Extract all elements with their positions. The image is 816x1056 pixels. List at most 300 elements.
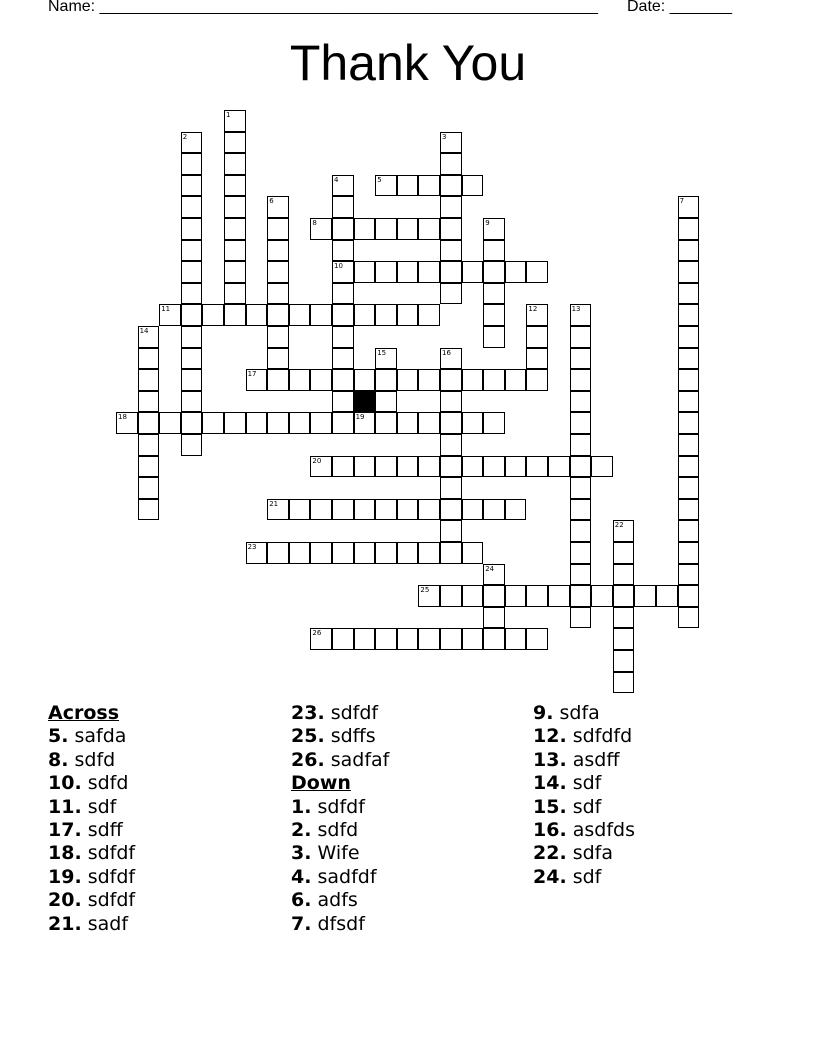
cell-number: 4 <box>334 175 339 184</box>
crossword-cell[interactable] <box>634 585 656 607</box>
crossword-cell[interactable] <box>505 261 527 283</box>
crossword-cell[interactable] <box>440 240 462 262</box>
crossword-cell[interactable] <box>289 369 311 391</box>
crossword-cell[interactable] <box>181 412 203 434</box>
crossword-cell[interactable] <box>570 326 592 348</box>
crossword-cell[interactable] <box>678 477 700 499</box>
crossword-cell[interactable] <box>440 520 462 542</box>
crossword-cell[interactable] <box>397 456 419 478</box>
cell-number: 17 <box>247 370 257 379</box>
crossword-cell[interactable] <box>375 304 397 326</box>
crossword-cell[interactable] <box>246 304 268 326</box>
crossword-cell[interactable] <box>332 348 354 370</box>
crossword-cell[interactable] <box>418 412 440 434</box>
clue-number: 16. <box>533 819 567 842</box>
clue-text: sdfdf <box>81 842 136 865</box>
crossword-cell[interactable] <box>375 218 397 240</box>
crossword-cell[interactable] <box>526 261 548 283</box>
clue-text: sdf <box>566 865 602 888</box>
cell-number: 1 <box>226 111 231 119</box>
clue-number: 18. <box>48 842 82 865</box>
crossword-cell[interactable] <box>332 326 354 348</box>
clue-number: 12. <box>533 725 567 748</box>
crossword-cell[interactable] <box>418 369 440 391</box>
crossword-cell[interactable] <box>397 412 419 434</box>
crossword-cell[interactable] <box>354 304 376 326</box>
clue-item <box>291 866 389 889</box>
crossword-cell[interactable] <box>138 456 160 478</box>
clue-text: sdf <box>81 795 117 818</box>
crossword-cell[interactable] <box>181 175 203 197</box>
crossword-cell[interactable] <box>483 240 505 262</box>
crossword-cell[interactable] <box>613 585 635 607</box>
crossword-cell[interactable] <box>570 391 592 413</box>
crossword-cell[interactable] <box>138 499 160 521</box>
date-field-label: Date: _______ <box>627 0 732 15</box>
crossword-cell[interactable] <box>591 585 613 607</box>
crossword-cell[interactable] <box>678 196 700 218</box>
crossword-cell[interactable] <box>418 304 440 326</box>
clue-text: sdf <box>566 795 602 818</box>
crossword-cell[interactable] <box>613 650 635 672</box>
crossword-cell[interactable] <box>483 412 505 434</box>
crossword-cell[interactable] <box>310 369 332 391</box>
crossword-cell[interactable] <box>246 369 268 391</box>
clue-text: sadfdf <box>311 865 377 888</box>
crossword-cell[interactable] <box>418 218 440 240</box>
crossword-cell[interactable] <box>354 218 376 240</box>
crossword-cell[interactable] <box>332 391 354 413</box>
crossword-cell[interactable] <box>483 369 505 391</box>
crossword-cell[interactable] <box>224 218 246 240</box>
cell-number: 26 <box>312 629 322 638</box>
crossword-cell[interactable] <box>116 412 138 434</box>
crossword-cell[interactable] <box>483 499 505 521</box>
crossword-cell[interactable] <box>462 261 484 283</box>
crossword-cell[interactable] <box>397 261 419 283</box>
crossword-cell[interactable] <box>224 153 246 175</box>
clue-number: 1. <box>291 795 312 818</box>
crossword-cell[interactable] <box>332 369 354 391</box>
crossword-cell[interactable] <box>310 542 332 564</box>
down-clue-list-continued <box>533 702 635 889</box>
crossword-cell[interactable] <box>678 499 700 521</box>
crossword-cell[interactable] <box>440 175 462 197</box>
crossword-cell[interactable] <box>375 175 397 197</box>
crossword-cell[interactable] <box>570 434 592 456</box>
crossword-cell[interactable] <box>440 456 462 478</box>
crossword-cell[interactable] <box>181 326 203 348</box>
cell-number: 11 <box>161 305 171 314</box>
crossword-cell[interactable] <box>505 628 527 650</box>
crossword-cell[interactable] <box>310 499 332 521</box>
cell-number: 8 <box>312 219 317 227</box>
crossword-cell[interactable] <box>570 542 592 564</box>
down-clue-list <box>291 796 389 936</box>
crossword-cell[interactable] <box>548 456 570 478</box>
crossword-cell[interactable] <box>505 585 527 607</box>
crossword-cell[interactable] <box>418 456 440 478</box>
cell-number: 6 <box>269 197 274 206</box>
crossword-cell[interactable] <box>678 434 700 456</box>
crossword-cell[interactable] <box>613 542 635 564</box>
crossword-cell[interactable] <box>678 520 700 542</box>
clue-text: sadfaf <box>324 748 390 771</box>
crossword-cell[interactable] <box>138 369 160 391</box>
crossword-cell[interactable] <box>613 564 635 586</box>
crossword-cell[interactable] <box>591 456 613 478</box>
cell-number: 12 <box>528 305 538 314</box>
crossword-cell[interactable] <box>267 196 289 218</box>
crossword-cell[interactable] <box>375 542 397 564</box>
crossword-cell[interactable] <box>224 175 246 197</box>
crossword-cell[interactable] <box>224 132 246 154</box>
crossword-cell[interactable] <box>440 542 462 564</box>
crossword-cell[interactable] <box>462 175 484 197</box>
crossword-cell[interactable] <box>418 585 440 607</box>
crossword-cell[interactable] <box>181 261 203 283</box>
crossword-cell[interactable] <box>483 283 505 305</box>
crossword-cell[interactable] <box>678 283 700 305</box>
clue-number: 6. <box>291 889 312 912</box>
crossword-cell[interactable] <box>548 585 570 607</box>
clue-text: sdfdf <box>81 889 136 912</box>
crossword-cell[interactable] <box>678 542 700 564</box>
crossword-cell[interactable] <box>138 434 160 456</box>
crossword-cell[interactable] <box>289 412 311 434</box>
crossword-cell[interactable] <box>181 391 203 413</box>
crossword-cell[interactable] <box>354 542 376 564</box>
crossword-cell[interactable] <box>678 369 700 391</box>
clue-item <box>291 702 389 725</box>
crossword-cell[interactable] <box>678 412 700 434</box>
clue-number: 11. <box>48 795 82 818</box>
crossword-cell[interactable] <box>397 304 419 326</box>
crossword-cell[interactable] <box>418 261 440 283</box>
crossword-cell[interactable] <box>678 304 700 326</box>
cell-number: 15 <box>377 348 387 357</box>
crossword-cell[interactable] <box>570 304 592 326</box>
crossword-cell[interactable] <box>181 240 203 262</box>
crossword-cell[interactable] <box>354 412 376 434</box>
crossword-cell[interactable] <box>267 542 289 564</box>
crossword-cell[interactable] <box>526 456 548 478</box>
crossword-cell[interactable] <box>462 499 484 521</box>
crossword-cell[interactable] <box>181 434 203 456</box>
crossword-cell[interactable] <box>526 304 548 326</box>
crossword-cell[interactable] <box>375 348 397 370</box>
crossword-cell[interactable] <box>310 412 332 434</box>
crossword-cell[interactable] <box>310 218 332 240</box>
crossword-cell[interactable] <box>483 585 505 607</box>
clue-item <box>48 749 135 772</box>
crossword-cell[interactable] <box>224 240 246 262</box>
clue-item <box>291 725 389 748</box>
crossword-cell[interactable] <box>462 369 484 391</box>
clue-item <box>48 772 135 795</box>
clue-text: sdfdf <box>311 795 365 818</box>
crossword-cell[interactable] <box>570 369 592 391</box>
crossword-cell[interactable] <box>418 175 440 197</box>
crossword-cell[interactable] <box>224 110 246 132</box>
crossword-cell[interactable] <box>332 542 354 564</box>
crossword-cell[interactable] <box>678 607 700 629</box>
crossword-cell[interactable] <box>224 412 246 434</box>
crossword-cell[interactable] <box>375 628 397 650</box>
crossword-cell[interactable] <box>375 261 397 283</box>
crossword-cell[interactable] <box>570 412 592 434</box>
clue-number: 14. <box>533 772 567 795</box>
crossword-cell[interactable] <box>613 628 635 650</box>
crossword-cell[interactable] <box>440 153 462 175</box>
crossword-cell[interactable] <box>570 348 592 370</box>
crossword-cell[interactable] <box>181 304 203 326</box>
crossword-cell[interactable] <box>310 456 332 478</box>
crossword-cell[interactable] <box>526 348 548 370</box>
crossword-cell[interactable] <box>440 391 462 413</box>
crossword-cell[interactable] <box>202 304 224 326</box>
crossword-cell[interactable] <box>267 218 289 240</box>
crossword-cell[interactable] <box>483 628 505 650</box>
clue-item <box>533 842 635 865</box>
crossword-cell[interactable] <box>181 348 203 370</box>
crossword-cell[interactable] <box>440 261 462 283</box>
crossword-cell[interactable] <box>483 564 505 586</box>
crossword-cell[interactable] <box>570 477 592 499</box>
crossword-cell[interactable] <box>289 542 311 564</box>
across-heading: Across <box>48 702 120 724</box>
cell-number: 23 <box>247 543 257 551</box>
crossword-cell[interactable] <box>159 304 181 326</box>
crossword-cell[interactable] <box>375 412 397 434</box>
clue-number: 24. <box>533 865 567 888</box>
crossword-cell[interactable] <box>332 261 354 283</box>
clue-number: 3. <box>291 842 312 865</box>
crossword-cell[interactable] <box>181 132 203 154</box>
crossword-cell[interactable] <box>181 153 203 175</box>
crossword-cell[interactable] <box>440 132 462 154</box>
crossword-cell[interactable] <box>224 261 246 283</box>
crossword-cell[interactable] <box>440 196 462 218</box>
clue-item <box>48 842 135 865</box>
crossword-cell[interactable] <box>570 520 592 542</box>
clue-item <box>533 819 635 842</box>
crossword-cell[interactable] <box>418 628 440 650</box>
crossword-cell[interactable] <box>332 283 354 305</box>
crossword-cell[interactable] <box>267 261 289 283</box>
clue-number: 21. <box>48 912 82 935</box>
crossword-cell[interactable] <box>332 412 354 434</box>
crossword-cell[interactable] <box>332 240 354 262</box>
crossword-cell[interactable] <box>440 283 462 305</box>
crossword-cell[interactable] <box>678 240 700 262</box>
clue-number: 5. <box>48 725 69 748</box>
crossword-cell[interactable] <box>440 369 462 391</box>
crossword-cell[interactable] <box>440 348 462 370</box>
crossword-cell[interactable] <box>570 607 592 629</box>
clue-text: adfs <box>311 889 358 912</box>
crossword-cell[interactable] <box>462 542 484 564</box>
crossword-cell[interactable] <box>656 585 678 607</box>
crossword-cell[interactable] <box>138 477 160 499</box>
crossword-cell[interactable] <box>354 456 376 478</box>
crossword-cell[interactable] <box>613 520 635 542</box>
crossword-cell[interactable] <box>440 218 462 240</box>
crossword-cell[interactable] <box>418 499 440 521</box>
crossword-cell[interactable] <box>332 218 354 240</box>
crossword-cell[interactable] <box>418 542 440 564</box>
crossword-cell[interactable] <box>138 391 160 413</box>
crossword-cell[interactable] <box>246 542 268 564</box>
crossword-cell[interactable] <box>678 391 700 413</box>
crossword-cell[interactable] <box>181 218 203 240</box>
crossword-cell[interactable] <box>483 607 505 629</box>
crossword-cell[interactable] <box>181 196 203 218</box>
crossword-cell[interactable] <box>267 499 289 521</box>
clue-item <box>48 889 135 912</box>
crossword-cell[interactable] <box>332 499 354 521</box>
clue-item <box>533 772 635 795</box>
crossword-cell[interactable] <box>375 391 397 413</box>
crossword-cell[interactable] <box>678 261 700 283</box>
clue-text: dfsdf <box>311 912 365 935</box>
crossword-cell[interactable] <box>354 369 376 391</box>
crossword-cell[interactable] <box>440 434 462 456</box>
crossword-cell[interactable] <box>678 585 700 607</box>
crossword-cell[interactable] <box>267 304 289 326</box>
crossword-cell[interactable] <box>224 196 246 218</box>
crossword-cell[interactable] <box>375 456 397 478</box>
crossword-cell[interactable] <box>570 499 592 521</box>
crossword-cell[interactable] <box>570 456 592 478</box>
crossword-cell[interactable] <box>678 456 700 478</box>
crossword-cell[interactable] <box>483 304 505 326</box>
crossword-cell[interactable] <box>397 369 419 391</box>
clue-item <box>291 819 389 842</box>
crossword-cell[interactable] <box>613 607 635 629</box>
clue-item <box>533 796 635 819</box>
crossword-cell[interactable] <box>332 456 354 478</box>
clue-number: 19. <box>48 865 82 888</box>
crossword-cell[interactable] <box>483 326 505 348</box>
crossword-cell[interactable] <box>354 261 376 283</box>
crossword-cell[interactable] <box>332 628 354 650</box>
crossword-cell[interactable] <box>440 628 462 650</box>
crossword-cell[interactable] <box>289 499 311 521</box>
crossword-cell[interactable] <box>397 499 419 521</box>
crossword-cell[interactable] <box>678 326 700 348</box>
crossword-cell[interactable] <box>310 628 332 650</box>
crossword-cell[interactable] <box>526 326 548 348</box>
crossword-cell[interactable] <box>462 412 484 434</box>
crossword-cell[interactable] <box>397 218 419 240</box>
cell-number: 24 <box>485 564 495 573</box>
crossword-cell[interactable] <box>397 542 419 564</box>
crossword-cell[interactable] <box>526 585 548 607</box>
puzzle-title: Thank You <box>289 35 527 91</box>
clue-item <box>48 796 135 819</box>
crossword-cell[interactable] <box>375 499 397 521</box>
clue-number: 26. <box>291 748 325 771</box>
crossword-cell[interactable] <box>354 628 376 650</box>
crossword-cell[interactable] <box>224 304 246 326</box>
cell-number: 13 <box>571 305 581 314</box>
crossword-cell[interactable] <box>289 304 311 326</box>
crossword-cell[interactable] <box>332 304 354 326</box>
crossword-cell[interactable] <box>267 240 289 262</box>
clue-text: sdfa <box>553 702 600 724</box>
crossword-cell[interactable] <box>526 628 548 650</box>
crossword-cell[interactable] <box>375 369 397 391</box>
across-clue-list-continued <box>291 702 389 772</box>
crossword-cell[interactable] <box>462 585 484 607</box>
cell-number: 22 <box>614 521 624 530</box>
crossword-cell[interactable] <box>310 304 332 326</box>
crossword-cell[interactable] <box>224 283 246 305</box>
crossword-cell[interactable] <box>397 175 419 197</box>
crossword-cell[interactable] <box>483 261 505 283</box>
crossword-cell[interactable] <box>505 369 527 391</box>
crossword-cell[interactable] <box>138 412 160 434</box>
crossword-cell[interactable] <box>505 456 527 478</box>
crossword-cell[interactable] <box>332 175 354 197</box>
clues-column-1 <box>48 702 135 936</box>
crossword-cell[interactable] <box>267 369 289 391</box>
crossword-cell[interactable] <box>678 564 700 586</box>
crossword-cell[interactable] <box>181 283 203 305</box>
crossword-cell[interactable] <box>159 412 181 434</box>
crossword-cell[interactable] <box>483 456 505 478</box>
crossword-cell[interactable] <box>462 456 484 478</box>
clue-text: sdfdf <box>81 865 136 888</box>
crossword-cell[interactable] <box>440 412 462 434</box>
crossword-cell[interactable] <box>267 348 289 370</box>
crossword-cell[interactable] <box>267 283 289 305</box>
crossword-cell[interactable] <box>138 348 160 370</box>
crossword-cell[interactable] <box>354 499 376 521</box>
cell-number: 18 <box>118 413 127 422</box>
crossword-cell[interactable] <box>138 326 160 348</box>
crossword-cell[interactable] <box>678 218 700 240</box>
crossword-cell[interactable] <box>202 412 224 434</box>
crossword-cell[interactable] <box>570 564 592 586</box>
cell-number: 3 <box>442 132 447 141</box>
cell-number: 2 <box>182 132 188 141</box>
clue-number: 20. <box>48 889 82 912</box>
crossword-cell[interactable] <box>397 628 419 650</box>
crossword-cell[interactable] <box>267 412 289 434</box>
crossword-cell[interactable] <box>613 672 635 694</box>
crossword-cell[interactable] <box>570 585 592 607</box>
cell-number: 7 <box>679 197 685 206</box>
crossword-cell[interactable] <box>181 369 203 391</box>
crossword-cell[interactable] <box>505 499 527 521</box>
crossword-cell[interactable] <box>678 348 700 370</box>
crossword-cell[interactable] <box>246 412 268 434</box>
clue-item <box>291 796 389 819</box>
clue-item <box>48 819 135 842</box>
clue-text: sdff <box>81 819 123 842</box>
crossword-cell[interactable] <box>440 585 462 607</box>
crossword-cell[interactable] <box>440 499 462 521</box>
crossword-cell[interactable] <box>440 477 462 499</box>
crossword-cell[interactable] <box>267 326 289 348</box>
crossword-cell[interactable] <box>462 628 484 650</box>
crossword-cell[interactable] <box>483 218 505 240</box>
crossword-cell[interactable] <box>526 369 548 391</box>
clue-item <box>291 749 389 772</box>
crossword-cell[interactable] <box>332 196 354 218</box>
